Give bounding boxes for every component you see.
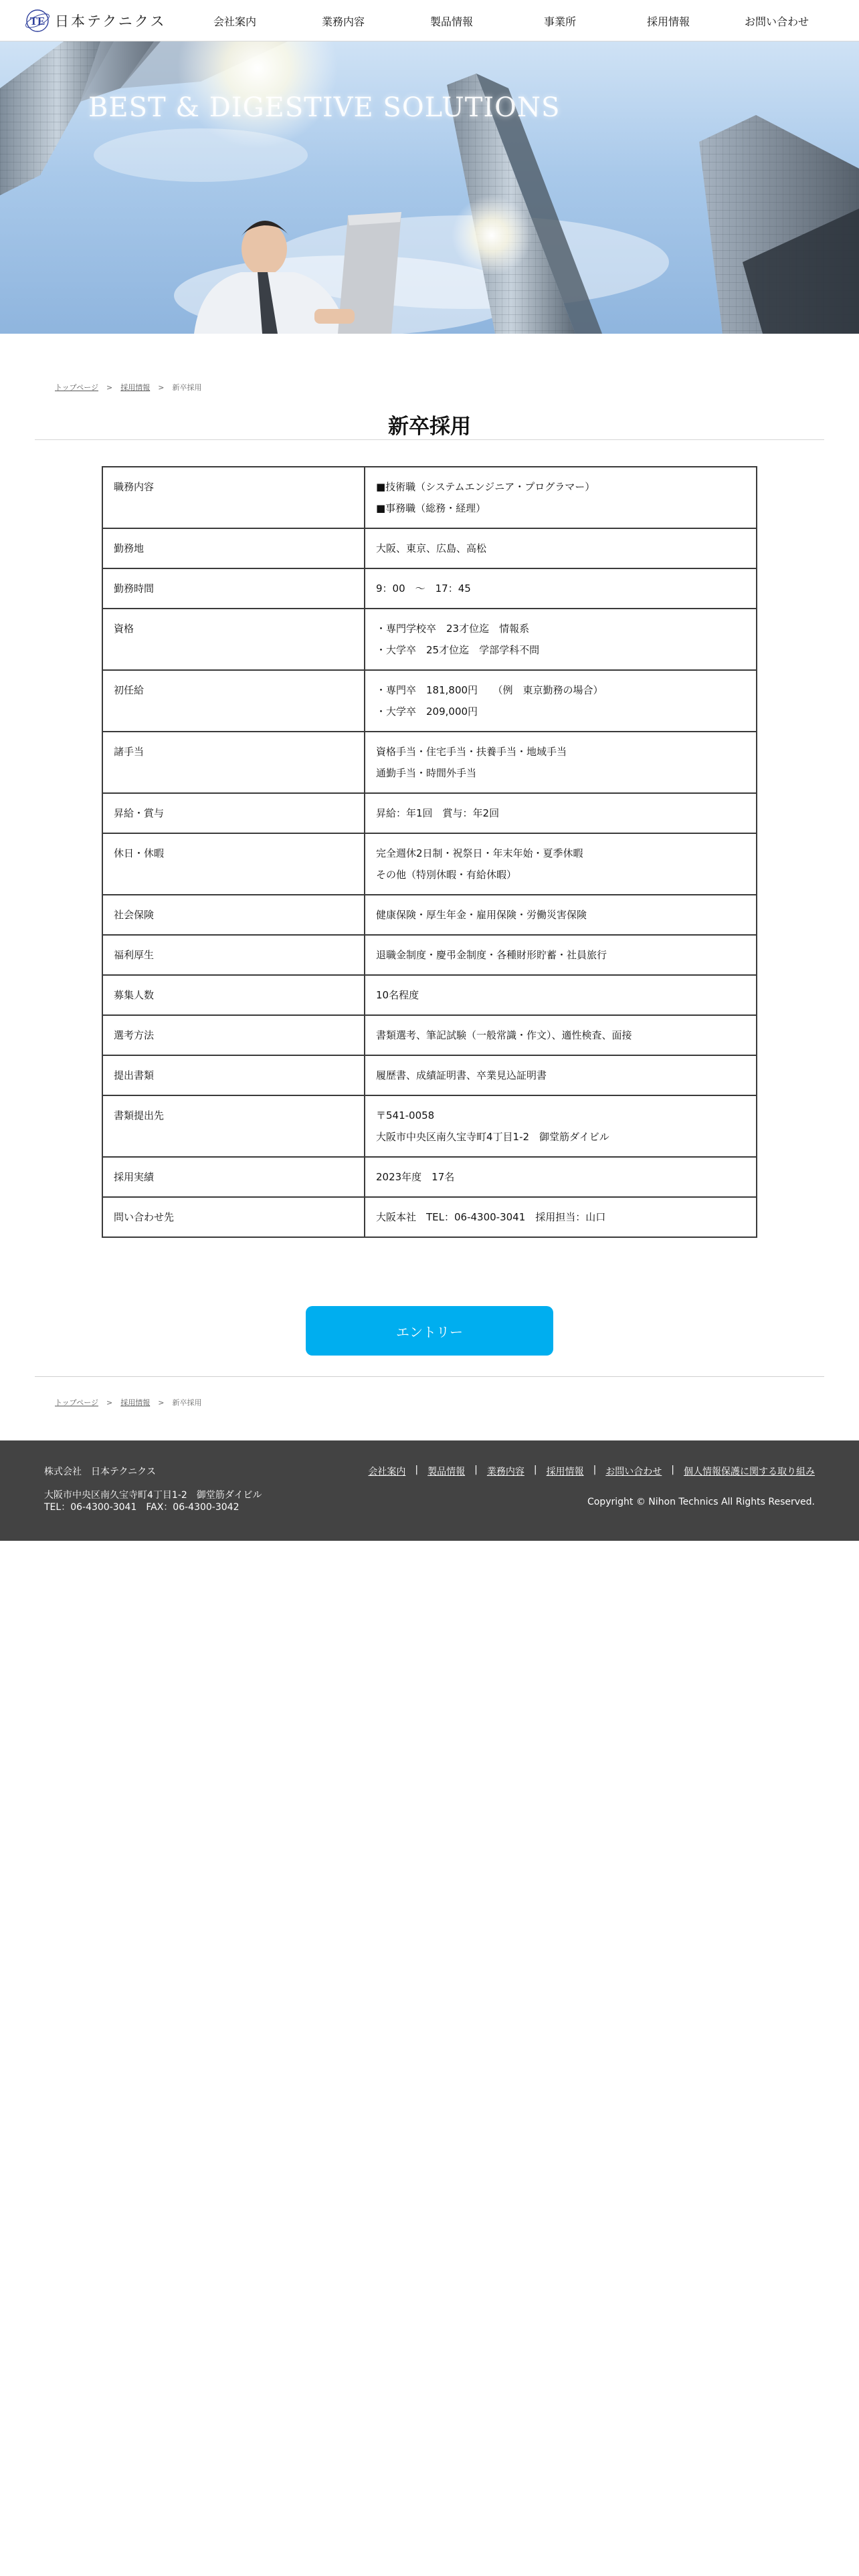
breadcrumb-link-recruit[interactable]: 採用情報 <box>120 1398 151 1407</box>
breadcrumb-separator: > <box>106 1398 113 1407</box>
nav-item-products[interactable]: 製品情報 <box>430 15 473 28</box>
table-value-line: 〒541-0058 <box>376 1109 435 1121</box>
footer-link-contact[interactable]: お問い合わせ <box>605 1467 662 1477</box>
table-value-line: 大阪、東京、広島、高松 <box>376 542 487 554</box>
table-value-line: ・大学卒 25才位迄 学部学科不問 <box>376 644 540 656</box>
table-row-value <box>365 1055 757 1095</box>
table-row-value <box>365 1197 757 1237</box>
table-row <box>102 833 757 895</box>
svg-text:TE: TE <box>29 15 45 27</box>
table-row <box>102 670 757 732</box>
breadcrumb-separator: > <box>158 383 165 392</box>
site-logo[interactable] <box>23 8 167 33</box>
table-row-label: 採用実績 <box>102 1157 365 1197</box>
table-value-line: 書類選考、筆記試験（一般常識・作文）、適性検査、面接 <box>376 1029 632 1041</box>
table-row-label: 提出書類 <box>102 1055 365 1095</box>
table-row-value <box>365 935 757 975</box>
hero-banner <box>0 41 859 334</box>
table-row <box>102 1095 757 1157</box>
table-value-line: 資格手当・住宅手当・扶養手当・地域手当 <box>376 746 567 758</box>
nav-item-recruit[interactable]: 採用情報 <box>646 15 690 28</box>
table-row-label: 資格 <box>102 609 365 670</box>
table-value-line: 履歴書、成績証明書、卒業見込証明書 <box>376 1069 547 1081</box>
table-row-label: 勤務地 <box>102 528 365 568</box>
entry-button[interactable]: エントリー <box>306 1306 553 1356</box>
global-nav <box>181 0 850 41</box>
table-value-line: 退職金制度・慶弔金制度・各種財形貯蓄・社員旅行 <box>376 949 607 961</box>
table-value-line: 完全週休2日制・祝祭日・年末年始・夏季休暇 <box>376 847 583 859</box>
nav-item-services[interactable]: 業務内容 <box>321 15 365 28</box>
table-row <box>102 467 757 528</box>
table-row-value <box>365 609 757 670</box>
table-row-label: 書類提出先 <box>102 1095 365 1157</box>
hero-tagline: BEST & DIGESTIVE SOLUTIONS <box>88 92 561 123</box>
table-row-value <box>365 833 757 895</box>
table-row <box>102 975 757 1015</box>
table-row-label: 初任給 <box>102 670 365 732</box>
table-row <box>102 1055 757 1095</box>
breadcrumb-top <box>55 381 201 393</box>
table-value-line: その他（特別休暇・有給休暇） <box>376 869 517 881</box>
divider <box>35 1376 824 1377</box>
table-value-line: 昇給：年1回 賞与：年2回 <box>376 807 500 819</box>
table-value-line: ・大学卒 209,000円 <box>376 706 478 718</box>
table-row-value <box>365 1095 757 1157</box>
table-row-label: 昇給・賞与 <box>102 793 365 833</box>
table-row-value <box>365 568 757 609</box>
footer-company-name: 株式会社 日本テクニクス <box>44 1467 157 1477</box>
footer-copyright: Copyright © Nihon Technics All Rights Reserved. <box>587 1497 815 1507</box>
table-value-line: 大阪本社 TEL：06-4300-3041 採用担当：山口 <box>376 1211 606 1223</box>
breadcrumb-current: 新卒採用 <box>172 1398 202 1407</box>
page-title: 新卒採用 <box>35 409 824 440</box>
breadcrumb-link-top[interactable]: トップページ <box>55 383 99 392</box>
footer-address <box>44 1489 262 1513</box>
table-row-value <box>365 895 757 935</box>
table-row-value <box>365 528 757 568</box>
table-value-line: 大阪市中央区南久宝寺町4丁目1-2 御堂筋ダイビル <box>376 1131 609 1143</box>
table-row-label: 問い合わせ先 <box>102 1197 365 1237</box>
footer-link-separator: | <box>671 1465 674 1475</box>
site-header <box>0 0 859 41</box>
hero-image <box>0 41 859 334</box>
table-row-label: 社会保険 <box>102 895 365 935</box>
nav-item-company[interactable]: 会社案内 <box>213 15 256 28</box>
footer-tel-fax: TEL：06-4300-3041 FAX：06-4300-3042 <box>44 1502 240 1513</box>
table-row-value <box>365 670 757 732</box>
table-row-label: 職務内容 <box>102 467 365 528</box>
table-value-line: ・専門学校卒 23才位迄 情報系 <box>376 623 530 635</box>
table-value-line: 9：00 ～ 17：45 <box>376 582 471 595</box>
site-footer <box>0 1440 859 1541</box>
breadcrumb-separator: > <box>106 383 113 392</box>
footer-link-separator: | <box>593 1465 597 1475</box>
breadcrumb-bottom <box>55 1396 201 1408</box>
table-row-value <box>365 1157 757 1197</box>
table-value-line: ■技術職（システムエンジニア・プログラマー） <box>376 481 595 493</box>
breadcrumb-current: 新卒採用 <box>172 383 202 392</box>
table-row-value <box>365 1015 757 1055</box>
footer-link-separator: | <box>415 1465 419 1475</box>
recruit-info-table <box>102 466 757 1238</box>
table-row <box>102 1015 757 1055</box>
table-row-value <box>365 467 757 528</box>
table-row-label: 選考方法 <box>102 1015 365 1055</box>
footer-link-services[interactable]: 業務内容 <box>486 1467 524 1477</box>
table-value-line: 通勤手当・時間外手当 <box>376 767 477 779</box>
footer-links <box>368 1465 815 1478</box>
table-row-label: 福利厚生 <box>102 935 365 975</box>
footer-link-recruit[interactable]: 採用情報 <box>546 1467 584 1477</box>
table-row <box>102 1157 757 1197</box>
footer-link-separator: | <box>474 1465 478 1475</box>
breadcrumb-separator: > <box>158 1398 165 1407</box>
table-row-label: 勤務時間 <box>102 568 365 609</box>
table-row <box>102 935 757 975</box>
table-value-line: ■事務職（総務・経理） <box>376 502 486 514</box>
table-row-label: 諸手当 <box>102 732 365 793</box>
footer-link-products[interactable]: 製品情報 <box>427 1467 466 1477</box>
table-value-line: ・専門卒 181,800円 （例 東京勤務の場合） <box>376 684 603 696</box>
table-row <box>102 895 757 935</box>
footer-address-line: 大阪市中央区南久宝寺町4丁目1-2 御堂筋ダイビル <box>44 1490 262 1501</box>
table-value-line: 2023年度 17名 <box>376 1171 455 1183</box>
table-row <box>102 1197 757 1237</box>
table-row-value <box>365 793 757 833</box>
table-row-label: 募集人数 <box>102 975 365 1015</box>
table-row <box>102 528 757 568</box>
footer-link-privacy[interactable]: 個人情報保護に関する取り組み <box>684 1467 815 1477</box>
table-row <box>102 568 757 609</box>
nav-item-offices[interactable]: 事業所 <box>543 15 576 28</box>
table-row <box>102 609 757 670</box>
breadcrumb-link-recruit[interactable]: 採用情報 <box>120 383 151 392</box>
footer-link-company[interactable]: 会社案内 <box>368 1467 406 1477</box>
nav-item-contact[interactable]: お問い合わせ <box>744 15 809 28</box>
logo-mark-icon <box>23 8 52 33</box>
table-row-value <box>365 732 757 793</box>
logo-text: 日本テクニクス <box>55 13 167 29</box>
table-value-line: 10名程度 <box>376 989 419 1001</box>
table-row <box>102 793 757 833</box>
footer-link-separator: | <box>533 1465 537 1475</box>
table-value-line: 健康保険・厚生年金・雇用保険・労働災害保険 <box>376 909 587 921</box>
breadcrumb-link-top[interactable]: トップページ <box>55 1398 99 1407</box>
table-row-label: 休日・休暇 <box>102 833 365 895</box>
table-row <box>102 732 757 793</box>
table-row-value <box>365 975 757 1015</box>
